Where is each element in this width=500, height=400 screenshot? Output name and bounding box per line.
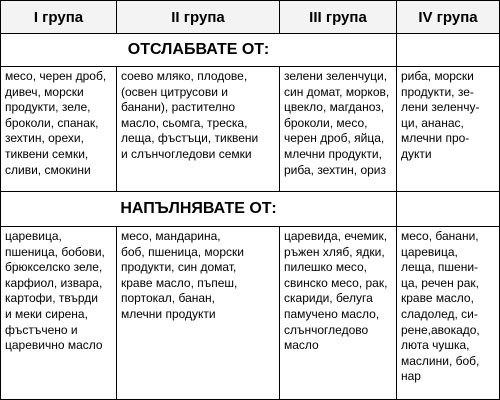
header-label: I група	[33, 8, 84, 26]
gain-cell-group-2: месо, мандарина, боб, пшеница, морски продукти, син домат, краве масло, пъпеш, портокал, банан, млечни продукти	[116, 226, 280, 400]
section-title-text: НАПЪЛНЯВАТЕ ОТ:	[120, 200, 277, 217]
section-title-spacer	[396, 33, 500, 67]
lose-cell-group-1: месо, черен дроб, дивеч, морски продукти, зеле, броколи, спанак, зехтин, орехи, тиквени семки, сливи, смокини	[0, 66, 117, 192]
header-group-4	[396, 0, 500, 34]
section-title-lose	[0, 33, 397, 67]
lose-cell-group-2: соево мляко, плодове, (освен цитрусови и банани), растително масло, сьомга, треска, леща, фъстъци, тиквени и слънчогледови семки	[116, 66, 280, 192]
lose-cell-group-4: риба, морски продукти, зе- лени зеленчу- ци, ананас, млечни про- дукти	[396, 66, 500, 192]
header-label: II група	[171, 8, 225, 26]
gain-cell-group-1: царевица, пшеница, бобови, брюкселско зеле, карфиол, извара, картофи, твърди и меки сирена, фъстъчено и царевично масло	[0, 226, 117, 400]
header-group-3	[279, 0, 397, 34]
section-title-text: ОТСЛАБВАТЕ ОТ:	[127, 41, 270, 58]
header-group-2	[116, 0, 280, 34]
gain-cell-group-3: царевида, ечемик, ръжен хляб, ядки, пилешко месо, свинско месо, рак, скариди, белуга памучено масло, слънчогледово масло	[279, 226, 397, 400]
gain-cell-group-4: месо, банани, царевица, леща, пшени- ца, речен рак, краве масло, сладолед, си- рене,авокадо, люта чушка, маслини, боб, нар	[396, 226, 500, 400]
lose-cell-group-3: зелени зеленчуци, син домат, морков, цвекло, магданоз, броколи, месо, черен дроб, яйца, млечни продукти, риба, зехтин, ориз	[279, 66, 397, 192]
section-title-spacer	[396, 191, 500, 227]
section-title-gain	[0, 191, 397, 227]
header-group-1	[0, 0, 117, 34]
header-label: III група	[309, 8, 367, 26]
header-label: IV група	[418, 8, 478, 26]
